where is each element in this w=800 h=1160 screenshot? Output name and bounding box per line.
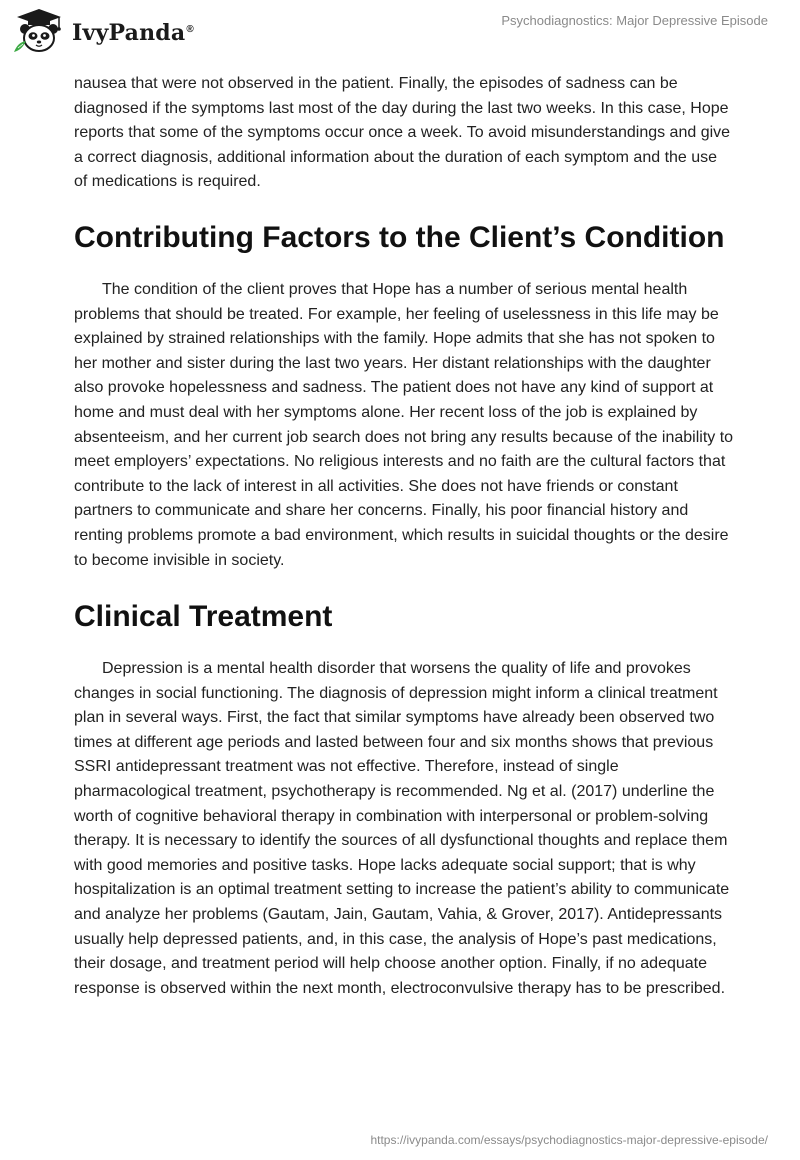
document-title: Psychodiagnostics: Major Depressive Episode [501,13,768,28]
ivypanda-logo[interactable] [12,8,194,54]
contributing-factors-paragraph: The condition of the client proves that Hope has a number of serious mental health problems that should be treated. For example, her feeling of uselessness in this life may be explained by strained relationships with the family. Hope admits that she has not spoken to her mother and sister during the last two years. Her distant relationships with the daughter also provoke hopelessness and sadness. The patient does not have any kind of support at home and must deal with her symptoms alone. Her recent loss of the job is explained by absenteeism, and her current job search does not bring any results because of the inability to meet employers’ expectations. No religious interests and no faith are the cultural factors that contribute to the lack of interest in all activities. She does not have friends or constant partners to communicate and share her concerns. Finally, his poor financial history and renting problems promote a bad environment, which results in suicidal thoughts or the desire to become invisible in society. [74,280,734,569]
section-heading-clinical-treatment: Clinical Treatment [74,600,333,634]
panda-graduate-icon [12,8,66,54]
clinical-treatment-paragraph: Depression is a mental health disorder that worsens the quality of life and provokes changes in social functioning. The diagnosis of depression might inform a clinical treatment plan in several ways. First, the fact that similar symptoms have already been observed two times at different age periods and lasted between four and six months shows that previous SSRI antidepressant treatment was not effective. Therefore, instead of single pharmacological treatment, psychotherapy is recommended. Ng et al. (2017) underline the worth of cognitive behavioral therapy in combination with interpersonal or problem-solving therapy. It is necessary to identify the sources of all dysfunctional thoughts and replace them with good memories and positive tasks. Hope lacks adequate social support; that is why hospitalization is an optimal treatment setting to increase the patient’s ability to communicate and analyze her problems (Gautam, Jain, Gautam, Vahia, & Grover, 2017). Antidepressants usually help depressed patients, and, in this case, the analysis of Hope’s past medications, their dosage, and treatment period will help choose another option. Finally, if no adequate response is observed within the next month, electroconvulsive therapy has to be prescribed. [74,660,730,997]
logo-wordmark: IvyPanda® [72,20,194,46]
intro-paragraph: nausea that were not observed in the patient. Finally, the episodes of sadness can be diagnosed if the symptoms last most of the day during the last two weeks. In this case, Hope reports that some of the symptoms occur once a week. To avoid misunderstandings and give a correct diagnosis, additional information about the duration of each symptom and the use of medications is required. [74,75,731,191]
page-header [0,0,800,60]
registered-mark: ® [186,23,194,35]
section-heading-contributing-factors: Contributing Factors to the Client’s Condition [74,220,725,254]
source-url-link[interactable]: https://ivypanda.com/essays/psychodiagnostics-major-depressive-episode/ [370,1133,768,1147]
essay-body [74,72,734,1001]
